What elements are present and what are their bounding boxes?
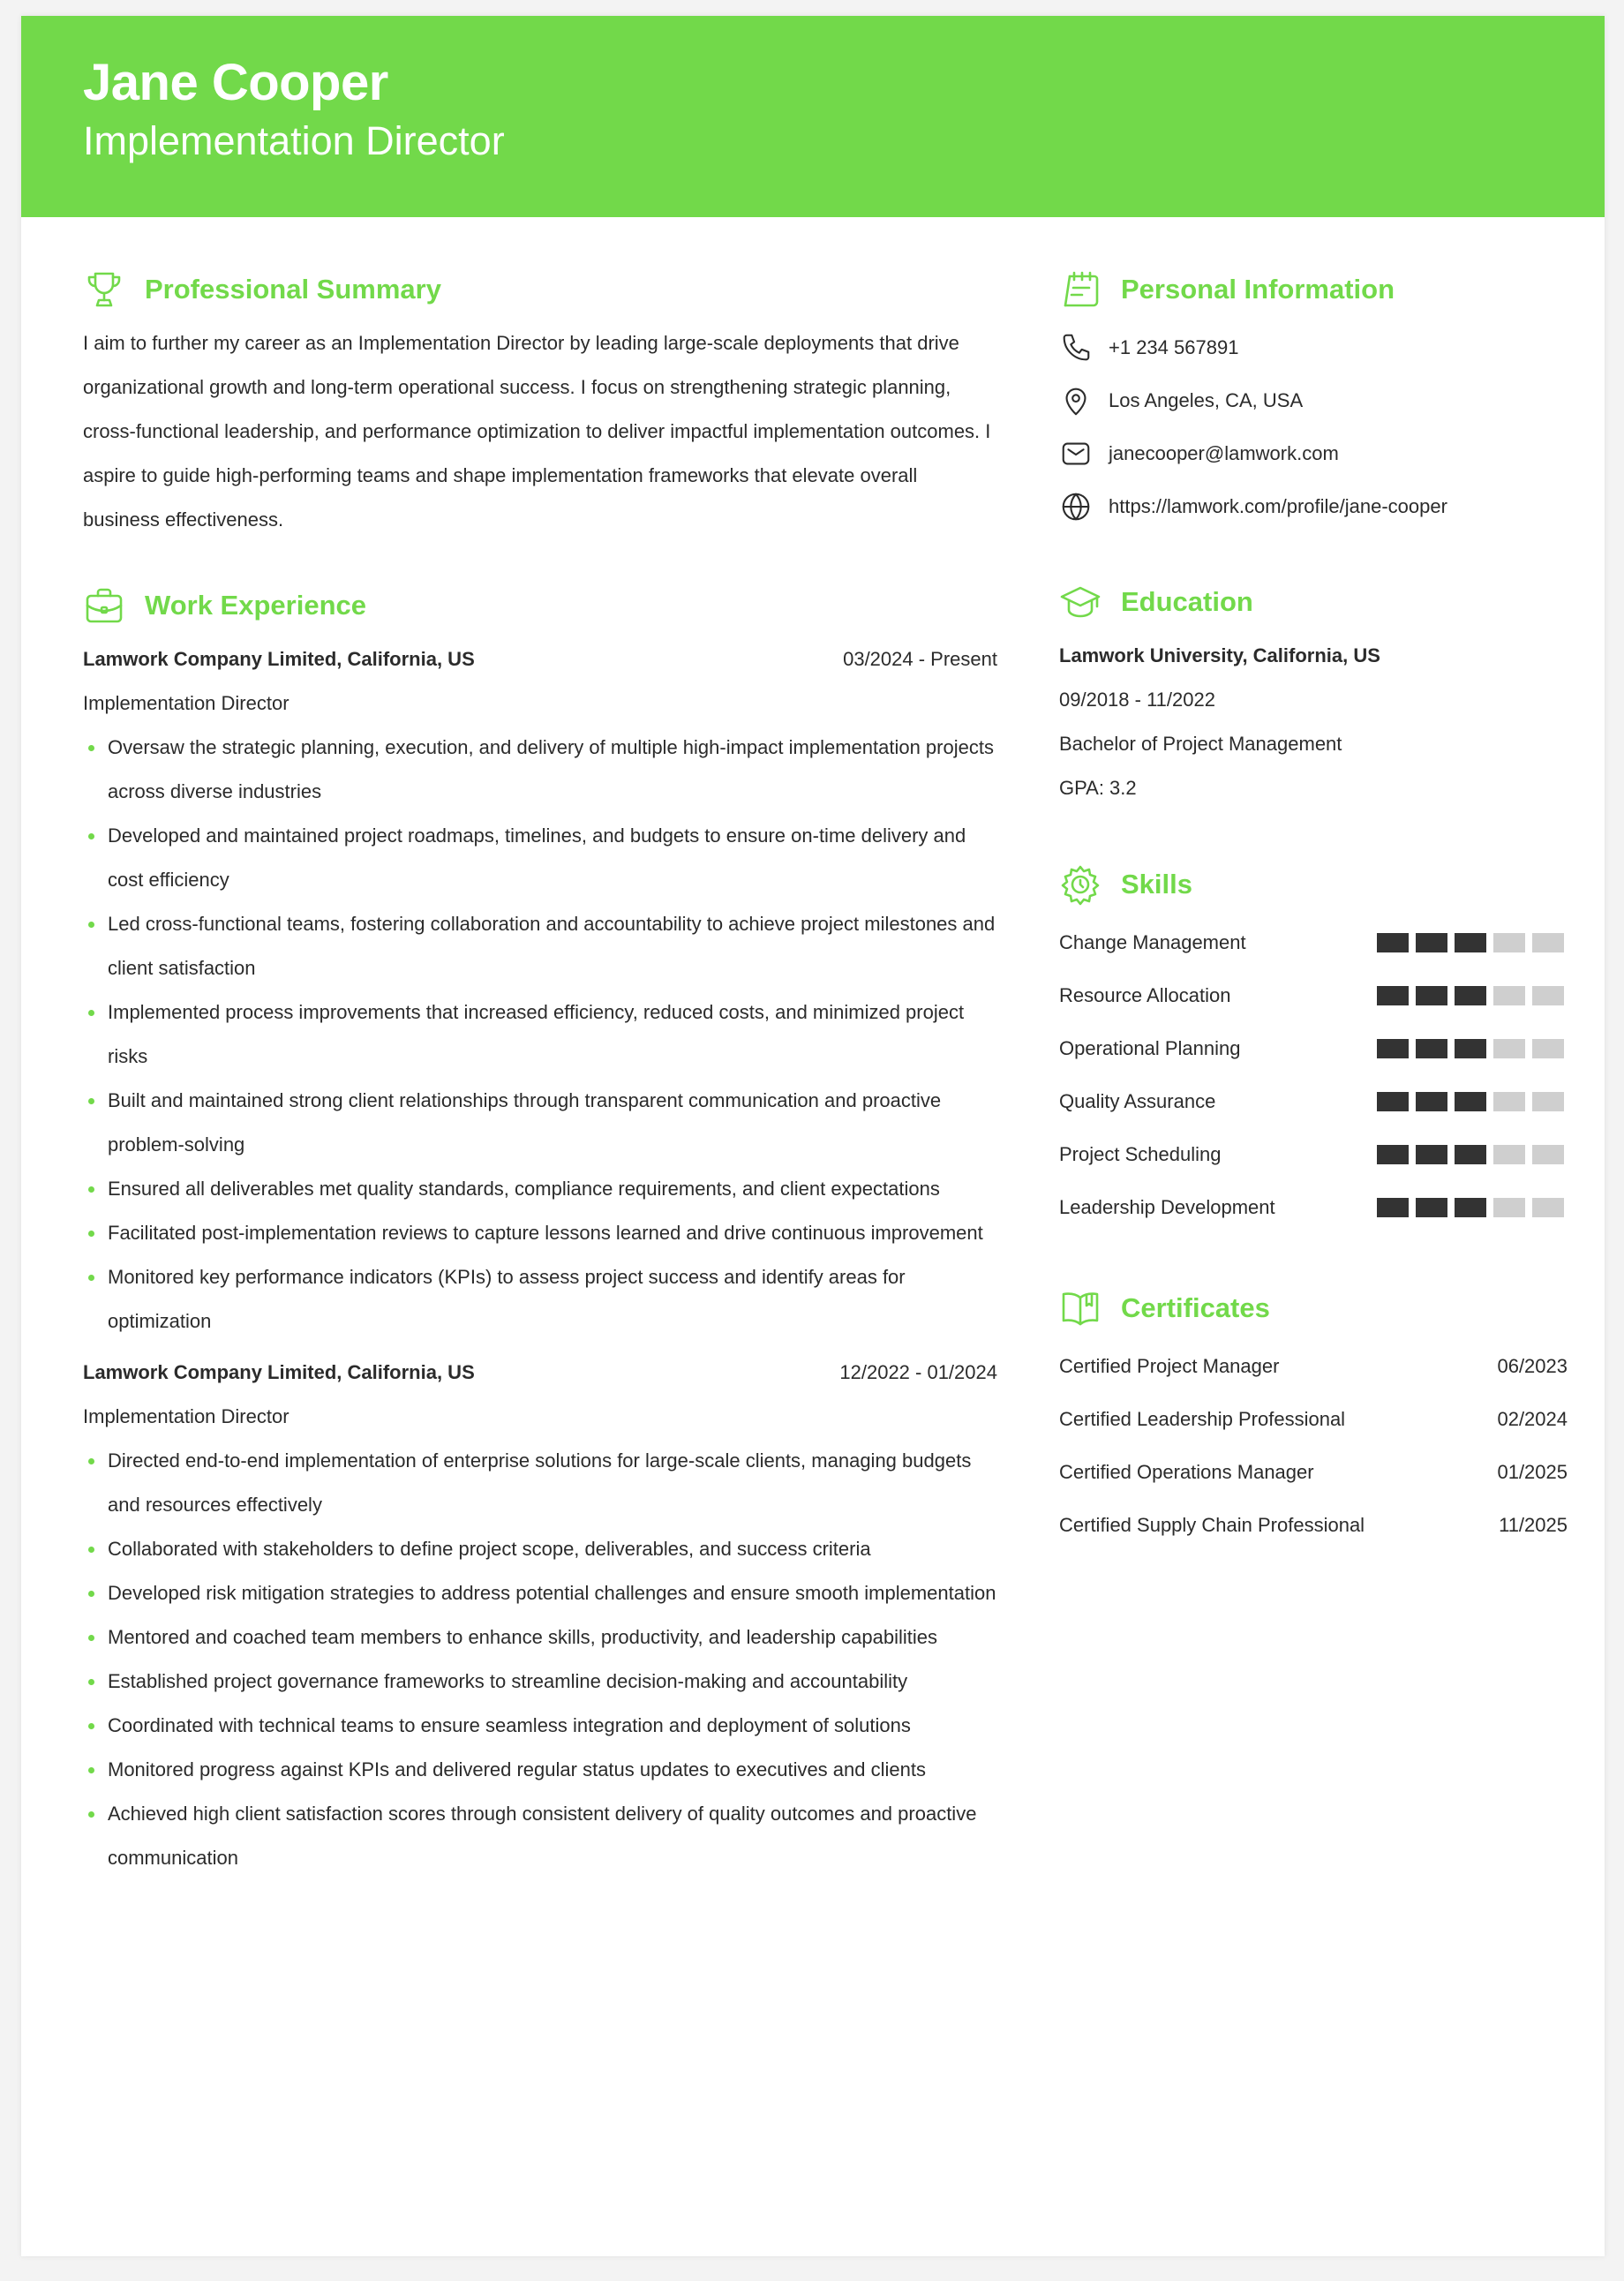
skill-level xyxy=(1377,1039,1564,1058)
skill-row xyxy=(1059,969,1568,1022)
mail-icon xyxy=(1059,437,1093,471)
candidate-name: Jane Cooper xyxy=(83,54,388,111)
skill-level xyxy=(1377,933,1564,952)
certificate-row xyxy=(1059,1499,1568,1552)
summary-text: I aim to further my career as an Implementation Director by leading large-scale deployments that drive organizational growth and long-term operational success. I focus on strengthening strategic planning, cross-functional leadership, and performance optimization to deliver impactful implementation outcomes. I aspire to guide high-performing teams and shape implementation frameworks that elevate overall business effectiveness. xyxy=(83,332,991,531)
job-header xyxy=(83,637,997,681)
section-header xyxy=(83,265,997,314)
job-role: Implementation Director xyxy=(83,1405,289,1427)
section-header xyxy=(1059,265,1568,314)
skill-bar-segment xyxy=(1416,986,1447,1005)
list-item: Developed risk mitigation strategies to address potential challenges and ensure smooth implementation xyxy=(83,1571,997,1615)
skill-name: Quality Assurance xyxy=(1059,1090,1216,1112)
list-item: Mentored and coached team members to enhance skills, productivity, and leadership capabilities xyxy=(83,1615,997,1660)
skill-bar-segment xyxy=(1377,1092,1409,1111)
list-item: Led cross-functional teams, fostering collaboration and accountability to achieve project milestones and client satisfaction xyxy=(83,902,997,990)
skill-name: Leadership Development xyxy=(1059,1196,1275,1218)
section-header xyxy=(1059,860,1568,909)
skill-bar-segment xyxy=(1377,1145,1409,1164)
resume-header xyxy=(21,16,1605,217)
skills-list xyxy=(1059,916,1568,1234)
website-row xyxy=(1059,480,1568,533)
skill-bar-segment xyxy=(1532,1092,1564,1111)
skill-name: Operational Planning xyxy=(1059,1037,1241,1059)
certificate-date: 06/2023 xyxy=(1497,1355,1568,1377)
job-entry xyxy=(83,1351,997,1880)
section-title: Certificates xyxy=(1121,1292,1270,1323)
skill-level xyxy=(1377,1092,1564,1111)
skill-level xyxy=(1377,986,1564,1005)
list-item: Implemented process improvements that increased efficiency, reduced costs, and minimized project risks xyxy=(83,990,997,1079)
certificates-section xyxy=(1059,1284,1568,1552)
work-experience-section xyxy=(83,581,997,1880)
skill-bar-segment xyxy=(1532,933,1564,952)
list-item: Monitored key performance indicators (KPIs) to assess project success and identify areas for optimization xyxy=(83,1255,997,1344)
skill-bar-segment xyxy=(1532,1145,1564,1164)
certificate-date: 02/2024 xyxy=(1497,1408,1568,1430)
skill-bar-segment xyxy=(1416,933,1447,952)
email-row xyxy=(1059,427,1568,480)
skill-name: Project Scheduling xyxy=(1059,1143,1222,1165)
skill-bar-segment xyxy=(1493,933,1525,952)
skills-section xyxy=(1059,860,1568,1234)
skill-bar-segment xyxy=(1455,933,1486,952)
skill-bar-segment xyxy=(1416,1145,1447,1164)
skill-bar-segment xyxy=(1455,1039,1486,1058)
calendar-note-icon xyxy=(1059,268,1101,311)
skill-bar-segment xyxy=(1377,1039,1409,1058)
skill-name: Resource Allocation xyxy=(1059,984,1231,1006)
skill-bar-segment xyxy=(1416,1092,1447,1111)
skill-bar-segment xyxy=(1532,1039,1564,1058)
certificate-date: 01/2025 xyxy=(1497,1461,1568,1483)
section-title: Skills xyxy=(1121,869,1192,900)
skill-bar-segment xyxy=(1493,986,1525,1005)
skill-bar-segment xyxy=(1377,933,1409,952)
section-title: Education xyxy=(1121,586,1253,617)
phone-row xyxy=(1059,321,1568,374)
section-title: Professional Summary xyxy=(145,274,441,305)
education-section xyxy=(1059,577,1568,810)
certificate-row xyxy=(1059,1446,1568,1499)
briefcase-icon xyxy=(83,584,125,627)
certificate-name: Certified Project Manager xyxy=(1059,1355,1280,1377)
phone-value: +1 234 567891 xyxy=(1109,336,1239,358)
skill-bar-segment xyxy=(1416,1198,1447,1217)
location-row xyxy=(1059,374,1568,427)
certificate-date: 11/2025 xyxy=(1499,1514,1568,1536)
location-value: Los Angeles, CA, USA xyxy=(1109,389,1304,411)
trophy-icon xyxy=(83,268,125,311)
section-title: Personal Information xyxy=(1121,274,1395,305)
skill-bar-segment xyxy=(1493,1092,1525,1111)
candidate-title: Implementation Director xyxy=(83,118,505,163)
job-entry xyxy=(83,637,997,1344)
list-item: Developed and maintained project roadmaps, timelines, and budgets to ensure on-time delivery and cost efficiency xyxy=(83,814,997,902)
list-item: Ensured all deliverables met quality standards, compliance requirements, and client expectations xyxy=(83,1167,997,1211)
certificate-row xyxy=(1059,1393,1568,1446)
skill-bar-segment xyxy=(1455,1198,1486,1217)
location-pin-icon xyxy=(1059,384,1093,418)
skill-bar-segment xyxy=(1377,986,1409,1005)
job-bullets xyxy=(83,726,997,1344)
education-school: Lamwork University, California, US xyxy=(1059,644,1380,666)
skill-level xyxy=(1377,1145,1564,1164)
certificate-row xyxy=(1059,1340,1568,1393)
list-item: Directed end-to-end implementation of enterprise solutions for large-scale clients, managing budgets and resources effectively xyxy=(83,1439,997,1527)
globe-icon xyxy=(1059,490,1093,523)
skill-row xyxy=(1059,916,1568,969)
skill-bar-segment xyxy=(1455,1145,1486,1164)
job-company: Lamwork Company Limited, California, US xyxy=(83,648,475,670)
website-value: https://lamwork.com/profile/jane-cooper xyxy=(1109,495,1447,517)
skill-row xyxy=(1059,1181,1568,1234)
skill-row xyxy=(1059,1075,1568,1128)
job-dates: 03/2024 - Present xyxy=(843,648,997,670)
right-column xyxy=(1059,265,1568,1552)
skill-bar-segment xyxy=(1493,1198,1525,1217)
job-company: Lamwork Company Limited, California, US xyxy=(83,1361,475,1383)
list-item: Collaborated with stakeholders to define project scope, deliverables, and success criteria xyxy=(83,1527,997,1571)
list-item: Monitored progress against KPIs and delivered regular status updates to executives and clients xyxy=(83,1748,997,1792)
section-header xyxy=(1059,577,1568,627)
phone-icon xyxy=(1059,331,1093,365)
section-header xyxy=(1059,1284,1568,1333)
section-header xyxy=(83,581,997,630)
certificate-name: Certified Leadership Professional xyxy=(1059,1408,1346,1430)
graduation-cap-icon xyxy=(1059,581,1101,623)
left-column xyxy=(83,265,997,1880)
skill-level xyxy=(1377,1198,1564,1217)
list-item: Built and maintained strong client relationships through transparent communication and proactive problem-solving xyxy=(83,1079,997,1167)
job-bullets xyxy=(83,1439,997,1880)
gear-clock-icon xyxy=(1059,863,1101,906)
education-degree: Bachelor of Project Management xyxy=(1059,733,1342,755)
education-dates: 09/2018 - 11/2022 xyxy=(1059,689,1215,711)
skill-bar-segment xyxy=(1493,1039,1525,1058)
skill-bar-segment xyxy=(1532,1198,1564,1217)
list-item: Facilitated post-implementation reviews to capture lessons learned and drive continuous improvement xyxy=(83,1211,997,1255)
list-item: Achieved high client satisfaction scores through consistent delivery of quality outcomes and proactive communication xyxy=(83,1792,997,1880)
certificate-name: Certified Supply Chain Professional xyxy=(1059,1514,1365,1536)
certificate-name: Certified Operations Manager xyxy=(1059,1461,1314,1483)
education-gpa: GPA: 3.2 xyxy=(1059,777,1137,799)
professional-summary-section xyxy=(83,265,997,542)
section-title: Work Experience xyxy=(145,590,366,621)
skill-bar-segment xyxy=(1532,986,1564,1005)
list-item: Coordinated with technical teams to ensure seamless integration and deployment of solutions xyxy=(83,1704,997,1748)
open-book-icon xyxy=(1059,1287,1101,1329)
resume-page xyxy=(21,16,1605,2256)
job-header xyxy=(83,1351,997,1395)
skill-bar-segment xyxy=(1377,1198,1409,1217)
skill-name: Change Management xyxy=(1059,931,1246,953)
email-value: janecooper@lamwork.com xyxy=(1109,442,1339,464)
job-dates: 12/2022 - 01/2024 xyxy=(839,1361,997,1383)
list-item: Oversaw the strategic planning, execution, and delivery of multiple high-impact implementation projects across diverse industries xyxy=(83,726,997,814)
skill-bar-segment xyxy=(1455,1092,1486,1111)
personal-information-section xyxy=(1059,265,1568,533)
skill-bar-segment xyxy=(1455,986,1486,1005)
skill-row xyxy=(1059,1022,1568,1075)
skill-bar-segment xyxy=(1416,1039,1447,1058)
skill-row xyxy=(1059,1128,1568,1181)
job-role: Implementation Director xyxy=(83,692,289,714)
list-item: Established project governance frameworks to streamline decision-making and accountability xyxy=(83,1660,997,1704)
skill-bar-segment xyxy=(1493,1145,1525,1164)
